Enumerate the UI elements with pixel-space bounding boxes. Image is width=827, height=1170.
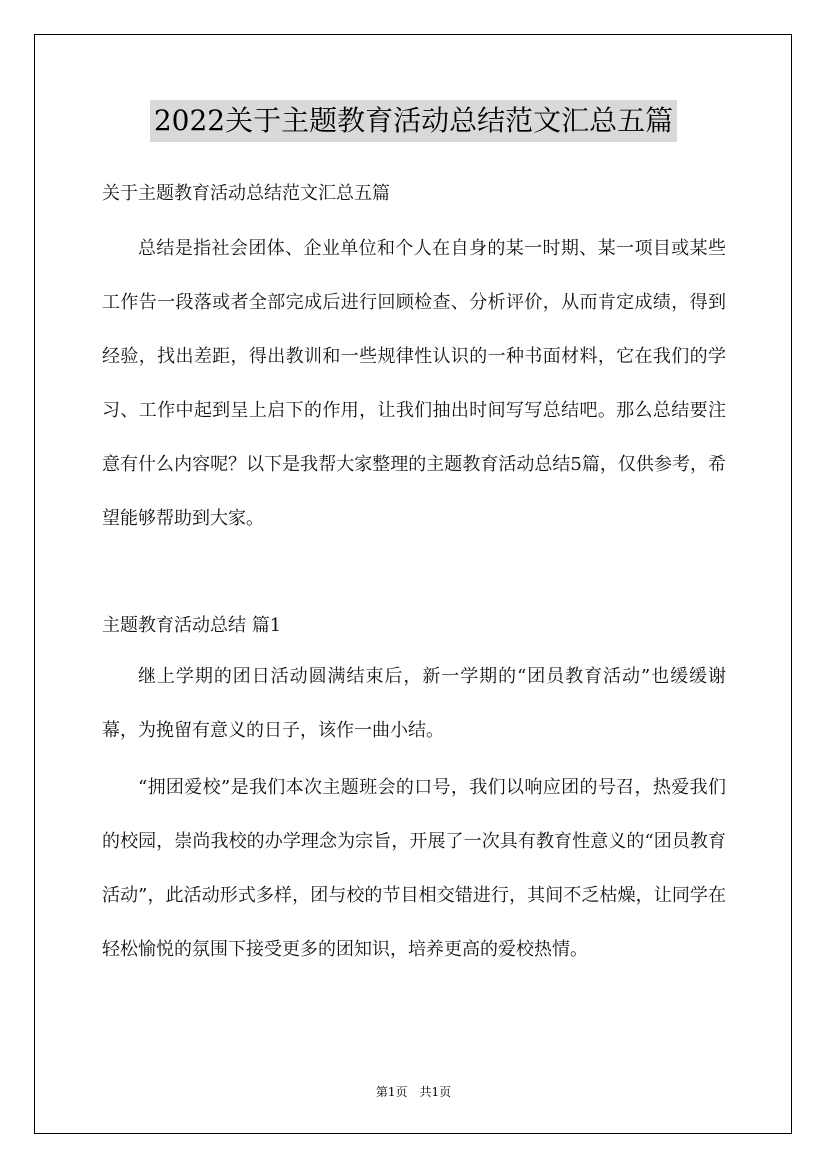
section-heading: 主题教育活动总结 篇1 <box>102 615 282 636</box>
document-title <box>0 100 827 142</box>
page-footer <box>0 1082 827 1102</box>
document-title-text: 2022关于主题教育活动总结范文汇总五篇 <box>150 100 677 142</box>
section-paragraph-1: 继上学期的团日活动圆满结束后，新一学期的“团员教育活动”也缓缓谢幕，为挽留有意义的日子，该作一曲小结。 <box>102 666 726 741</box>
page-number: 第1页 <box>375 1085 408 1099</box>
document-subtitle: 关于主题教育活动总结范文汇总五篇 <box>102 183 390 204</box>
intro-paragraph: 总结是指社会团体、企业单位和个人在自身的某一时期、某一项目或某些工作告一段落或者全部完成后进行回顾检查、分析评价，从而肯定成绩，得到经验，找出差距，得出教训和一些规律性认识的一种书面材料，它在我们的学习、工作中起到呈上启下的作用，让我们抽出时间写写总结吧。那么总结要注意有什么内容呢？以下是我帮大家整理的主题教育活动总结5篇，仅供参考，希望能够帮助到大家。 <box>102 238 726 529</box>
page-total: 共1页 <box>419 1085 452 1099</box>
section-paragraph-2: “拥团爱校”是我们本次主题班会的口号，我们以响应团的号召，热爱我们的校园，崇尚我校的办学理念为宗旨，开展了一次具有教育性意义的“团员教育活动”，此活动形式多样，团与校的节目相交错进行，其间不乏枯燥，让同学在轻松愉悦的氛围下接受更多的团知识，培养更高的爱校热情。 <box>102 777 726 960</box>
